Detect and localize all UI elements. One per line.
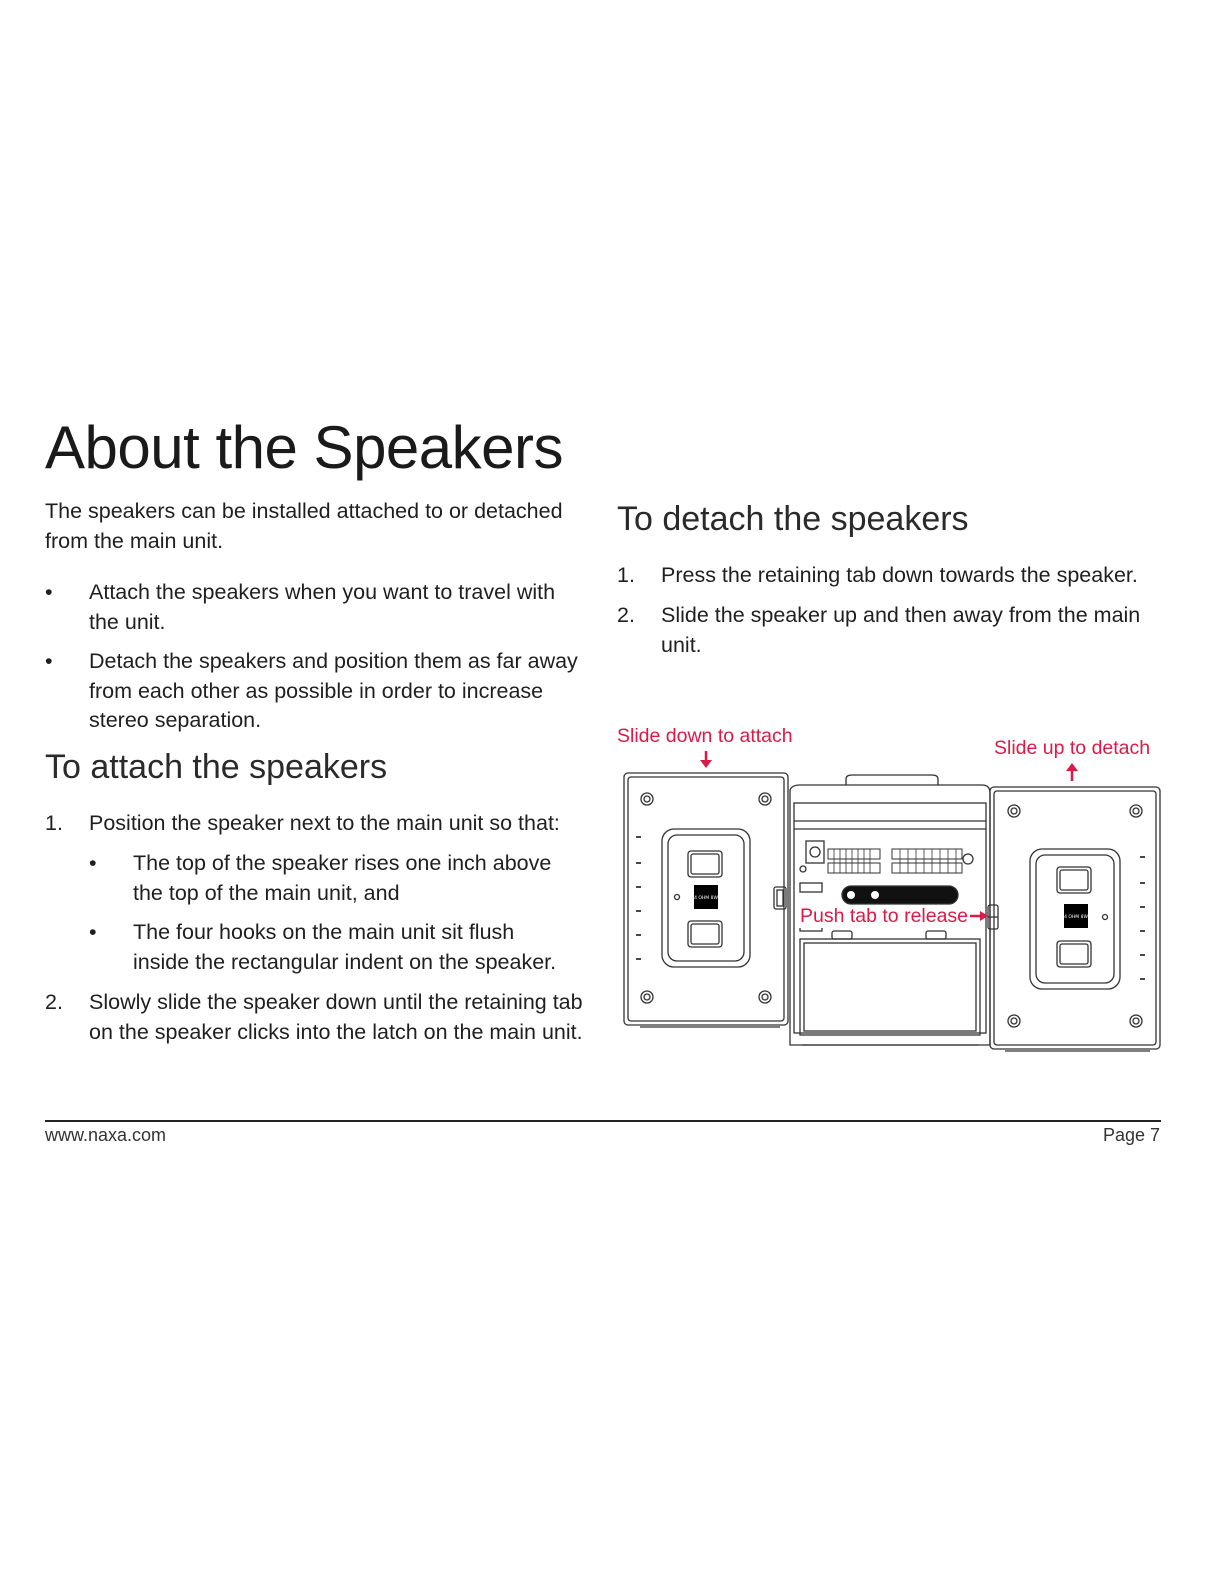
attach-step-1 <box>45 809 590 839</box>
intro-paragraph: The speakers can be installed attached to or detached from the main unit. <box>45 499 563 553</box>
step-text: Press the retaining tab down towards the speaker. <box>661 563 1138 587</box>
attach-heading: To attach the speakers <box>45 748 388 786</box>
page-title: About the Speakers <box>45 414 564 481</box>
bullet-text: Detach the speakers and position them as far away from each other as possible in order to increase stereo separation. <box>89 649 578 732</box>
step-number: 1. <box>45 811 63 835</box>
bullet-marker: • <box>45 649 53 673</box>
step-number: 1. <box>617 563 635 587</box>
svg-text:4 OHM 8W: 4 OHM 8W <box>1064 915 1088 920</box>
arrow-up-icon <box>1066 763 1078 781</box>
step-text: Slide the speaker up and then away from the main unit. <box>661 603 1141 657</box>
label-slide-up: Slide up to detach <box>994 737 1151 759</box>
bullet-marker: • <box>89 920 97 944</box>
step-number: 2. <box>45 990 63 1014</box>
bullet-text: The top of the speaker rises one inch above the top of the main unit, and <box>133 851 552 905</box>
detach-heading: To detach the speakers <box>617 500 969 538</box>
arrow-right-icon <box>970 911 988 921</box>
label-push-tab: Push tab to release <box>800 905 969 927</box>
attach-sub-bullet-1 <box>89 849 569 908</box>
bullet-marker: • <box>89 851 97 875</box>
step-text: Slowly slide the speaker down until the retaining tab on the speaker clicks into the latch on the main unit. <box>89 990 583 1044</box>
bullet-item-2 <box>45 647 585 736</box>
label-slide-down: Slide down to attach <box>617 725 793 747</box>
attach-step-2 <box>45 988 585 1047</box>
step-number: 2. <box>617 603 635 627</box>
bullet-text: The four hooks on the main unit sit flush inside the rectangular indent on the speaker. <box>133 920 557 974</box>
svg-text:4 OHM 8W: 4 OHM 8W <box>694 896 718 901</box>
footer-website: www.naxa.com <box>45 1125 167 1145</box>
detach-step-1 <box>617 561 1167 591</box>
bullet-item-1 <box>45 578 585 637</box>
footer-rule <box>45 1120 1161 1122</box>
attach-sub-bullet-2 <box>89 918 569 977</box>
arrow-down-icon <box>700 751 712 768</box>
bullet-text: Attach the speakers when you want to travel with the unit. <box>89 580 556 634</box>
footer-page-number: Page 7 <box>1102 1125 1160 1145</box>
detach-step-2 <box>617 601 1162 660</box>
speaker-assembly-diagram <box>610 745 1170 1060</box>
step-text: Position the speaker next to the main unit so that: <box>89 811 560 835</box>
bullet-marker: • <box>45 580 53 604</box>
